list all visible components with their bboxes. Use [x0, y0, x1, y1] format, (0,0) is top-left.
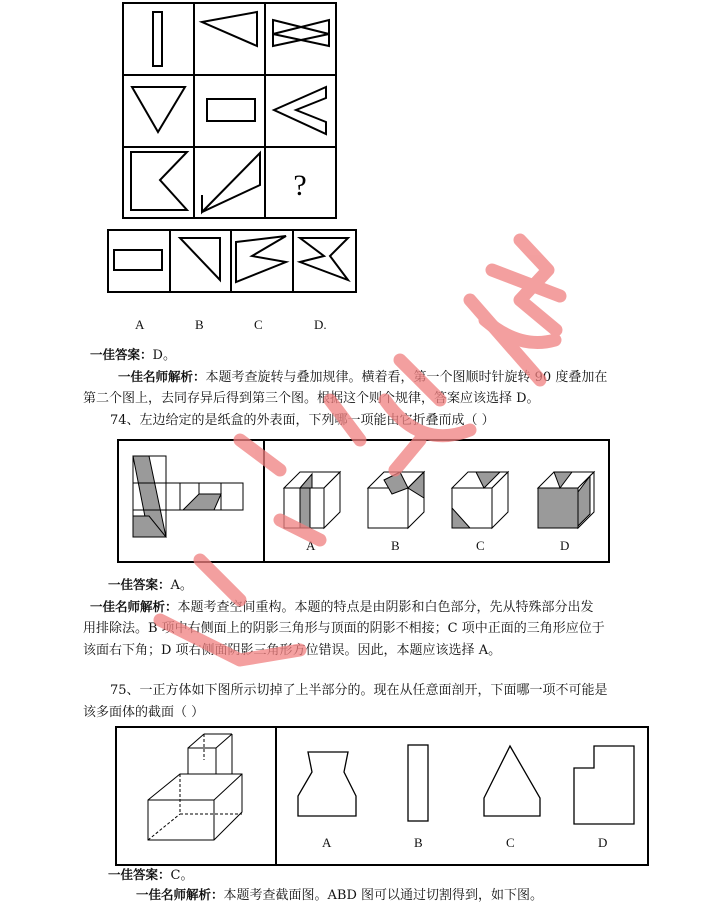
q73-analysis-line1: 一佳名师解析：本题考查旋转与叠加规律。横着看，第一个图顺时针旋转 90 度叠加在 [118, 369, 608, 385]
q75-option-d: D [598, 835, 608, 850]
cube-a [284, 472, 340, 528]
q74-answer [108, 574, 193, 597]
answer-value: C。 [170, 868, 194, 883]
analysis-label: 一佳名师解析： [90, 599, 178, 614]
answer-label: 一佳答案： [90, 347, 153, 362]
q74-analysis-line1: 一佳名师解析：本题考查空间重构。本题的特点是由阴影和白色部分，先从特殊部分出发 [90, 599, 594, 615]
box-net [133, 456, 243, 537]
answer-label: 一佳答案： [108, 867, 171, 882]
q73-figure [0, 0, 719, 340]
answer-value: D。 [152, 348, 176, 363]
q75-option-c: C [506, 835, 515, 850]
q73-option-d: D. [314, 317, 327, 332]
q75-analysis-line1: 一佳名师解析：本题考查截面图。ABD 图可以通过切割得到，如下图。 [136, 887, 544, 903]
q73-answer [90, 344, 176, 367]
q73-option-c: C [254, 317, 263, 332]
analysis-label: 一佳名师解析： [136, 887, 224, 902]
q73-option-b: B [195, 317, 204, 332]
q74-option-b: B [391, 538, 400, 553]
q74-option-a: A [306, 538, 316, 553]
section-shapes [298, 745, 634, 824]
cut-cube [148, 734, 242, 840]
q73-analysis-line2: 第二个图上，去同存异后得到第三个图。根据这个则个规律，答案应该选择 D。 [83, 391, 540, 406]
cube-c [452, 472, 508, 528]
q74-analysis-line3: 该面右下角；D 项右侧面阴影三角形方位错误。因此，本题应该选择 A。 [83, 643, 502, 658]
analysis-label: 一佳名师解析： [118, 369, 206, 384]
q75-option-b: B [414, 835, 423, 850]
cube-d [538, 472, 594, 528]
q75-option-a: A [322, 835, 332, 850]
q75-question-line2: 该多面体的截面（ ） [83, 705, 205, 720]
q75-question-line1: 75、一正方体如下图所示切掉了上半部分的。现在从任意面剖开，下面哪一项不可能是 [110, 683, 608, 698]
q75-figure [0, 720, 719, 870]
q73-option-a: A [135, 317, 145, 332]
q74-question: 74、左边给定的是纸盒的外表面，下列哪一项能由它折叠而成（ ） [110, 413, 495, 428]
q73-options-box [108, 230, 356, 292]
question-mark: ? [293, 169, 307, 202]
q74-option-c: C [476, 538, 485, 553]
cube-b [368, 472, 424, 528]
answer-label: 一佳答案： [108, 577, 171, 592]
q74-analysis-line2: 用排除法。B 项中右侧面上的阴影三角形与顶面的阴影不相接；C 项中正面的三角形应位于 [83, 621, 605, 636]
answer-value: A。 [170, 578, 193, 593]
q74-option-d: D [560, 538, 570, 553]
q74-figure [0, 430, 719, 570]
